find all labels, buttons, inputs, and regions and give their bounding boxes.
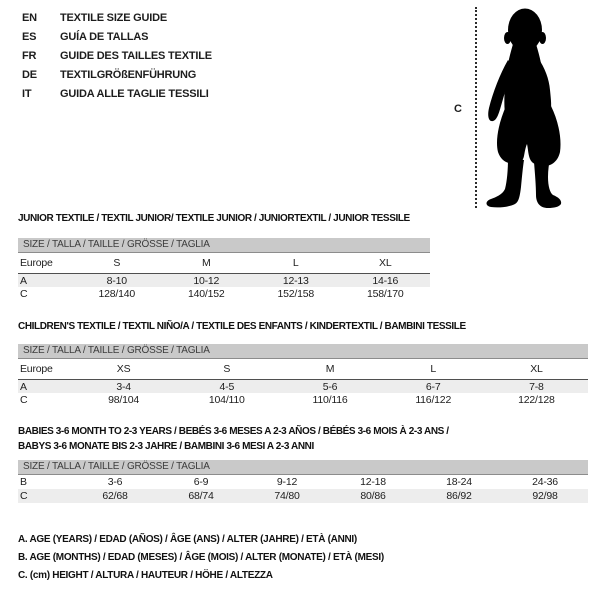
language-title: GUÍA DE TALLAS	[60, 31, 149, 43]
table-cell: 74/80	[274, 490, 300, 502]
table-cell: 9-12	[276, 476, 298, 488]
table-cell: XS	[116, 363, 131, 375]
table-cell: 4-5	[219, 380, 235, 393]
language-row	[22, 66, 212, 85]
table-cell: 86/92	[446, 490, 472, 502]
section-title-junior: JUNIOR TEXTILE / TEXTIL JUNIOR/ TEXTILE JUNIOR / JUNIORTEXTIL / JUNIOR TESSILE	[18, 213, 410, 224]
row-label: B	[20, 476, 27, 488]
language-title: GUIDA ALLE TAGLIE TESSILI	[60, 88, 209, 100]
size-header-bar: SIZE / TALLA / TAILLE / GRÖSSE / TAGLIA	[18, 238, 430, 253]
table-cell: 116/122	[415, 393, 452, 406]
language-row	[22, 47, 212, 66]
language-row	[22, 85, 212, 104]
table-cell: 18-24	[446, 476, 472, 488]
table-cell: S	[223, 363, 231, 375]
table-cell: 8-10	[106, 274, 127, 287]
table-cell: 6-9	[193, 476, 209, 488]
language-code: IT	[22, 88, 32, 100]
table-cell: M	[325, 363, 335, 375]
section-title-children: CHILDREN'S TEXTILE / TEXTIL NIÑO/A / TEXTILE DES ENFANTS / KINDERTEXTIL / BAMBINI TESSILE	[18, 321, 466, 332]
size-header-bar: SIZE / TALLA / TAILLE / GRÖSSE / TAGLIA	[18, 460, 588, 475]
row-label: C	[20, 287, 28, 300]
table-cell: 92/98	[532, 490, 558, 502]
language-row	[22, 9, 212, 28]
table-cell: 3-4	[116, 380, 131, 393]
table-cell: 62/68	[102, 490, 128, 502]
legend-notes	[18, 531, 384, 585]
height-measure-dotted-line	[475, 7, 477, 208]
table-cell: L	[430, 363, 437, 375]
table-row	[18, 380, 588, 393]
table-cell: XL	[379, 257, 392, 269]
table-row	[18, 475, 588, 489]
language-code: DE	[22, 69, 37, 81]
language-title: TEXTILGRÖßENFÜHRUNG	[60, 69, 197, 81]
table-cell: 5-6	[322, 380, 338, 393]
language-code: ES	[22, 31, 37, 43]
language-code: EN	[22, 12, 37, 24]
section-title-babies	[18, 424, 449, 454]
table-row	[18, 393, 588, 406]
table-row	[18, 274, 430, 287]
table-row	[18, 489, 588, 503]
table-row	[18, 287, 430, 300]
table-cell: 7-8	[529, 380, 544, 393]
language-row	[22, 28, 212, 47]
table-cell: 80/86	[360, 490, 386, 502]
table-cell: 3-6	[107, 476, 123, 488]
table-cell: 12-13	[282, 274, 309, 287]
table-cell: 98/104	[108, 393, 140, 406]
table-cell: 6-7	[425, 380, 441, 393]
table-cell: 152/158	[277, 287, 315, 300]
table-cell: 10-12	[193, 274, 220, 287]
language-title: GUIDE DES TAILLES TEXTILE	[60, 50, 212, 62]
row-label: A	[20, 274, 27, 287]
table-cell: 140/152	[187, 287, 225, 300]
table-cell: 68/74	[188, 490, 214, 502]
junior-size-table	[18, 238, 430, 300]
table-cell: S	[113, 257, 121, 269]
table-cell: 12-18	[360, 476, 386, 488]
legend-note: C. (cm) HEIGHT / ALTURA / HAUTEUR / HÖHE / ALTEZZA	[18, 570, 273, 581]
legend-note: A. AGE (YEARS) / EDAD (AÑOS) / ÂGE (ANS) / ALTER (JAHRE) / ETÀ (ANNI)	[18, 534, 357, 545]
table-row	[18, 359, 588, 380]
section-title-babies-line1: BABIES 3-6 MONTH TO 2-3 YEARS / BEBÉS 3-6 MESES A 2-3 AÑOS / BÉBÉS 3-6 MOIS À 2-3 ANS /	[18, 426, 449, 437]
table-row	[18, 253, 430, 274]
table-cell: M	[201, 257, 211, 269]
language-title-list	[22, 9, 212, 104]
row-label: Europe	[20, 363, 53, 375]
table-cell: 110/116	[312, 393, 348, 406]
children-size-table	[18, 344, 588, 406]
table-cell: XL	[530, 363, 543, 375]
size-header-bar: SIZE / TALLA / TAILLE / GRÖSSE / TAGLIA	[18, 344, 588, 359]
table-cell: 122/128	[518, 393, 555, 406]
table-cell: 104/110	[208, 393, 245, 406]
table-cell: 158/170	[366, 287, 404, 300]
row-label: C	[20, 393, 28, 406]
babies-size-table	[18, 460, 588, 503]
row-label: C	[20, 490, 28, 502]
section-title-babies-line2: BABYS 3-6 MONATE BIS 2-3 JAHRE / BAMBINI 3-6 MESI A 2-3 ANNI	[18, 441, 314, 452]
language-title: TEXTILE SIZE GUIDE	[60, 12, 168, 24]
legend-note: B. AGE (MONTHS) / EDAD (MESES) / ÂGE (MOIS) / ALTER (MONATE) / ETÀ (MESI)	[18, 552, 384, 563]
table-cell: L	[292, 257, 299, 269]
toddler-silhouette-image	[480, 0, 590, 215]
height-measure-label: C	[454, 103, 462, 115]
row-label: A	[20, 380, 27, 393]
row-label: Europe	[20, 257, 53, 269]
language-code: FR	[22, 50, 37, 62]
table-cell: 128/140	[98, 287, 136, 300]
table-cell: 14-16	[372, 274, 399, 287]
table-cell: 24-36	[532, 476, 558, 488]
